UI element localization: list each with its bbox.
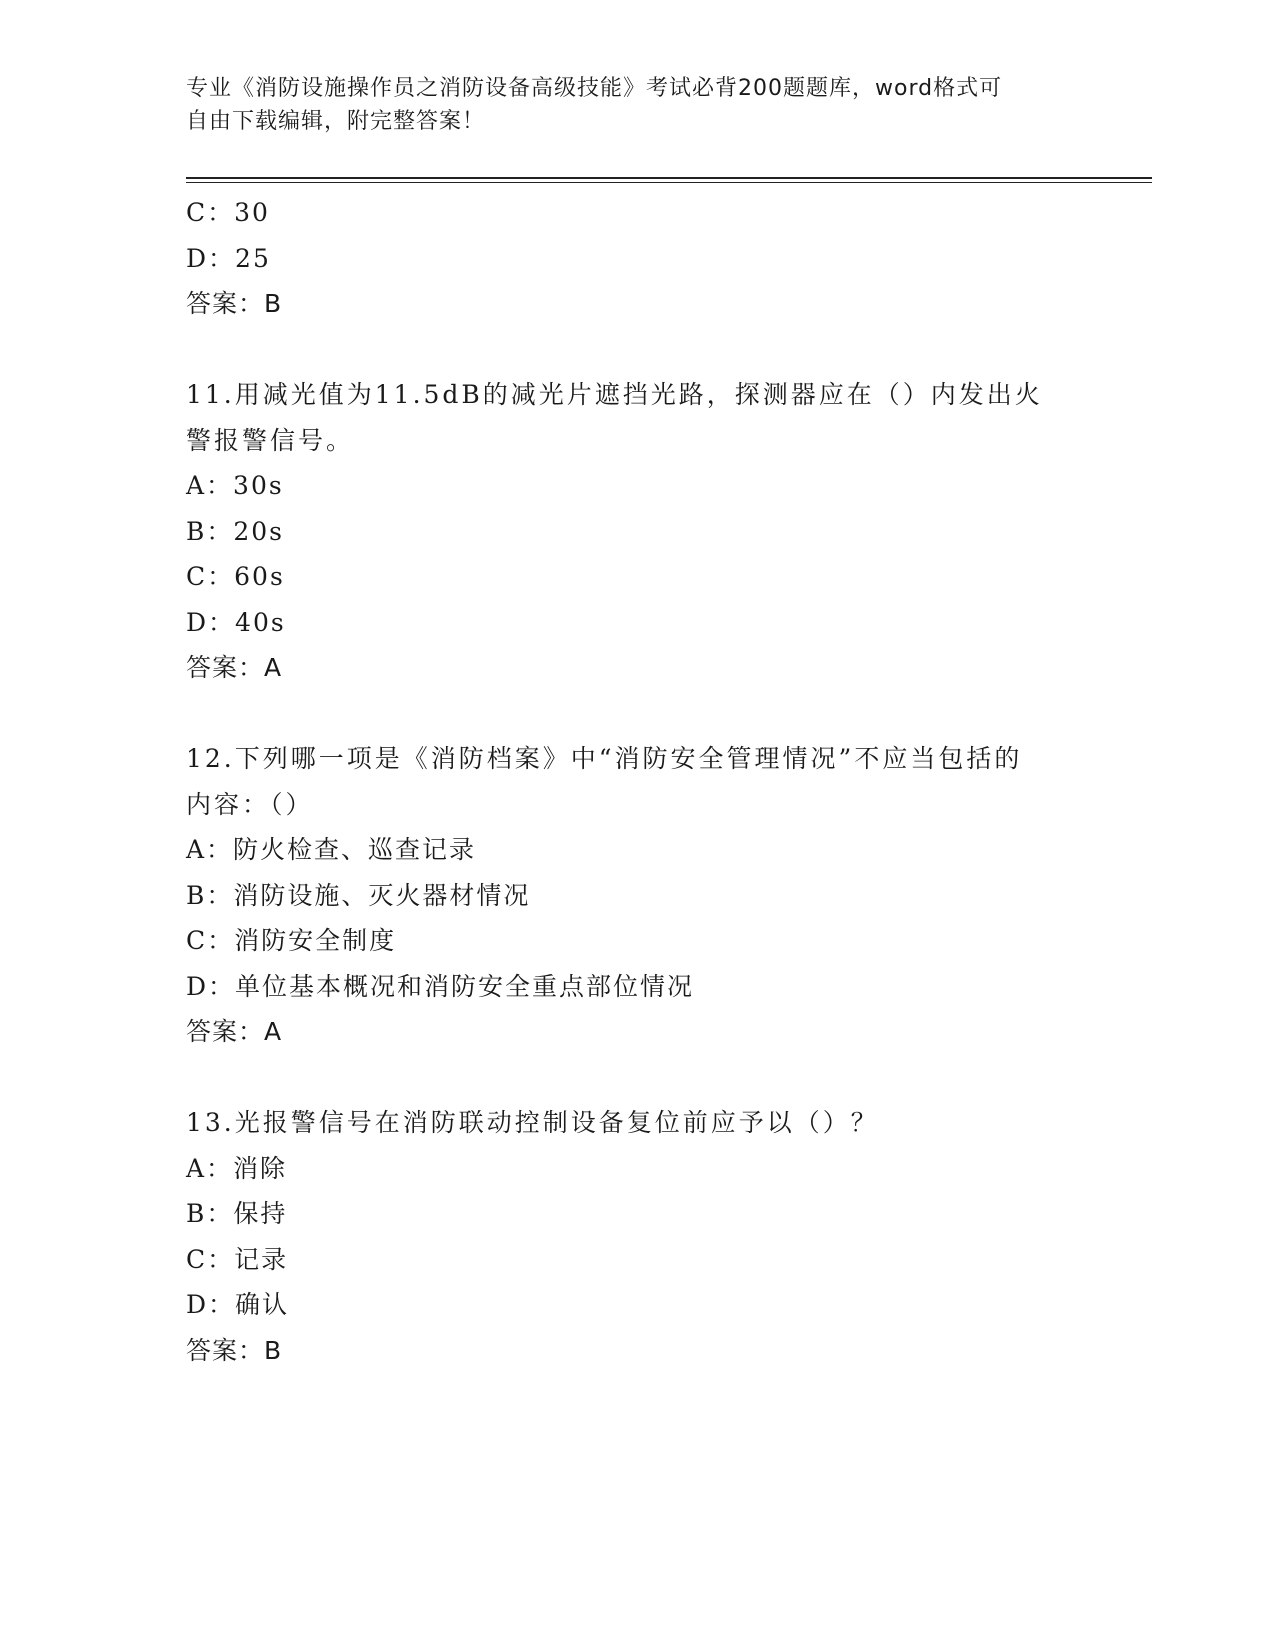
option-b: B：消防设施、灭火器材情况 — [186, 880, 531, 910]
answer-line: 答案：A — [186, 653, 283, 682]
answer-line: 答案：A — [186, 1017, 283, 1046]
option-c: C：记录 — [186, 1244, 289, 1274]
question-text-line: 13.光报警信号在消防联动控制设备复位前应予以（）？ — [186, 1108, 879, 1137]
option-b: B：保持 — [186, 1199, 288, 1228]
option-c: C：60s — [186, 562, 285, 591]
spacer — [186, 1055, 1086, 1101]
option-d: D：25 — [186, 243, 271, 273]
option-c: C：消防安全制度 — [186, 926, 397, 955]
header-line-1: 专业《消防设施操作员之消防设备高级技能》考试必背200题题库，word格式可 — [186, 76, 1003, 101]
question-text-line: 12.下列哪一项是《消防档案》中“消防安全管理情况”不应当包括的 — [186, 744, 1023, 773]
question-block-11 — [186, 372, 1086, 691]
option-a: A：30s — [186, 471, 284, 500]
document-header — [186, 72, 1066, 138]
spacer — [186, 691, 1086, 737]
question-block-previous — [186, 190, 1086, 327]
option-c: C：30 — [186, 198, 270, 227]
question-block-13 — [186, 1100, 1086, 1373]
question-text-line: 11.用减光值为11.5dB的减光片遮挡光路，探测器应在（）内发出火 — [186, 380, 1043, 409]
header-divider-thick — [186, 177, 1152, 179]
option-a: A：防火检查、巡查记录 — [186, 835, 477, 864]
header-line-2: 自由下载编辑，附完整答案！ — [186, 109, 486, 134]
option-d: D：单位基本概况和消防安全重点部位情况 — [186, 971, 695, 1001]
question-block-12 — [186, 736, 1086, 1055]
question-text-line: 警报警信号。 — [186, 425, 355, 455]
option-b: B：20s — [186, 516, 285, 546]
spacer — [186, 327, 1086, 373]
document-body — [186, 190, 1086, 1373]
option-a: A：消除 — [186, 1153, 288, 1183]
question-text-line: 内容：（） — [186, 789, 314, 819]
answer-line: 答案：B — [186, 289, 283, 318]
option-d: D：确认 — [186, 1290, 290, 1319]
header-divider-thin — [186, 182, 1152, 183]
option-d: D：40s — [186, 607, 286, 637]
answer-line: 答案：B — [186, 1335, 283, 1365]
